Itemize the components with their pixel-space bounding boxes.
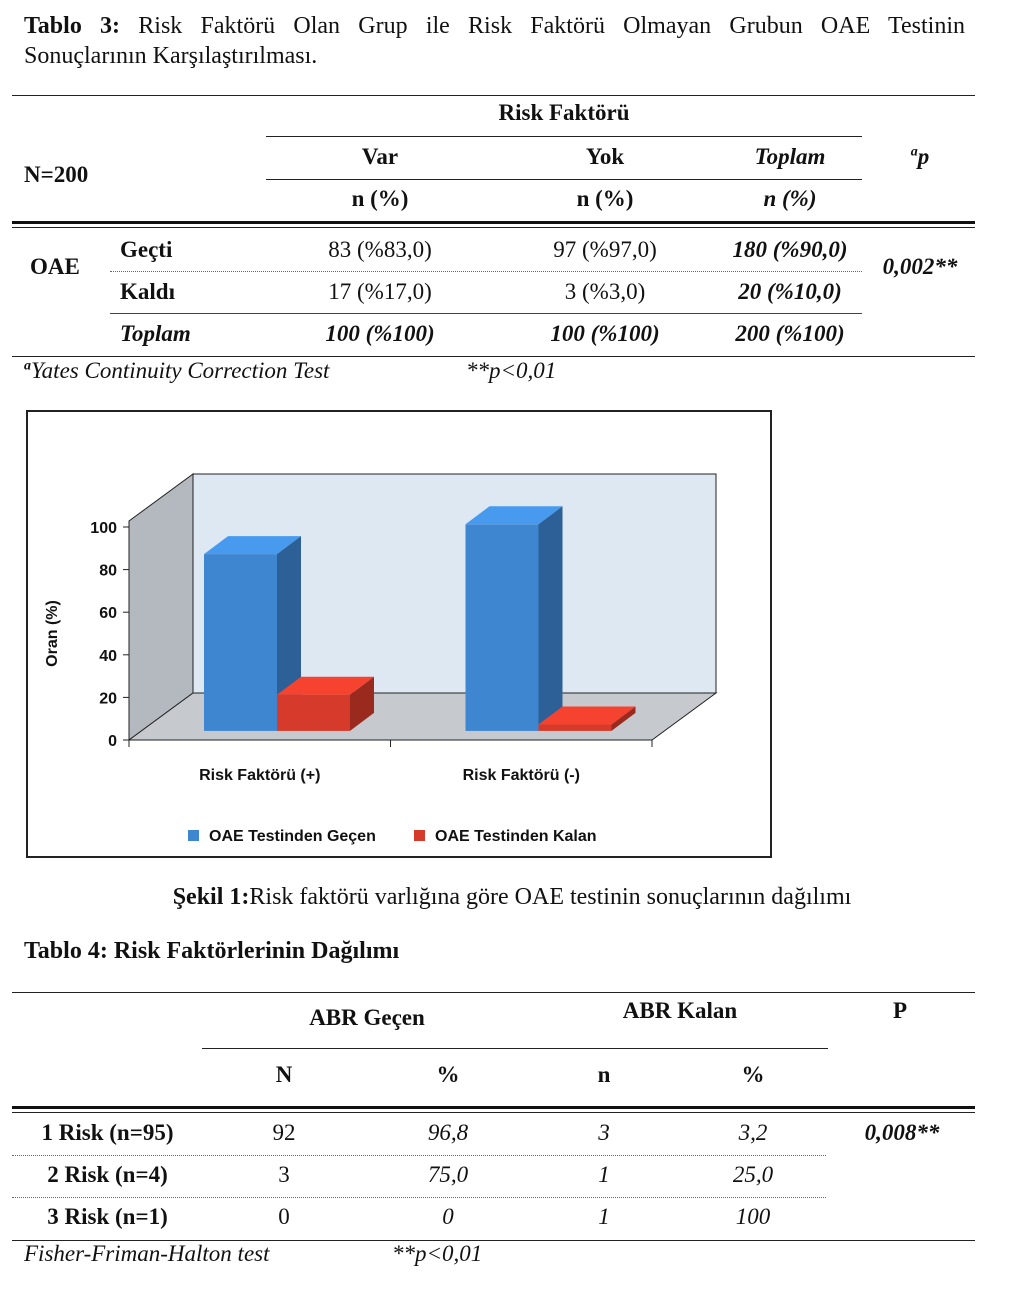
table3-header-rule-1 — [12, 221, 975, 224]
table4-footnote-sig: **p<0,01 — [392, 1241, 483, 1266]
table3-row1-dotted — [110, 271, 862, 272]
table3-row2-label: Kaldı — [120, 279, 175, 304]
table3-p-header-text: p — [917, 144, 930, 169]
table3-row3-yok: 100 (%100) — [550, 321, 660, 346]
table3-p-value: 0,002** — [882, 254, 958, 279]
chart-legend-label: OAE Testinden Geçen — [209, 828, 376, 845]
table3-sub-yok: n (%) — [576, 186, 634, 211]
table3-col-rule — [266, 179, 862, 180]
chart-category-label: Risk Faktörü (-) — [462, 767, 580, 784]
table3-col-toplam: Toplam — [754, 144, 826, 169]
table3-footnote-test: Yates Continuity Correction Test — [31, 358, 330, 383]
table4-p-value: 0,008** — [864, 1120, 940, 1145]
figure-caption-text: Risk faktörü varlığına göre OAE testinin sonuçlarının dağılımı — [249, 884, 852, 910]
chart-bar-1-0 — [466, 506, 563, 731]
table4-footnote-test: Fisher-Friman-Halton test — [24, 1241, 270, 1266]
table3-row2-toplam: 20 (%10,0) — [738, 279, 842, 304]
table4-row1-gecen-pct: 96,8 — [427, 1120, 469, 1145]
table3-p-header — [880, 144, 960, 170]
table3-bottom-rule — [12, 356, 975, 357]
table4-group-kalan: ABR Kalan — [622, 998, 738, 1023]
chart-bar-front — [204, 554, 277, 731]
chart-category-label: Risk Faktörü (+) — [199, 767, 321, 784]
table3-footnote-sig: **p<0,01 — [466, 358, 557, 383]
table4-sub-kalan-pct: % — [741, 1062, 765, 1087]
table4-p-header: P — [892, 998, 908, 1023]
table4-row3-label: 3 Risk (n=1) — [47, 1204, 168, 1229]
table3-row3-var: 100 (%100) — [325, 321, 435, 346]
table3-row2-rule — [110, 313, 862, 314]
table3-row3-label: Toplam — [120, 321, 191, 346]
table4-row3-gecen-pct: 0 — [442, 1204, 454, 1229]
chart-y-tick-label: 80 — [99, 562, 117, 580]
chart-bar-front — [466, 524, 539, 731]
table4-row2-dotted — [12, 1197, 826, 1198]
table3-row1-var: 83 (%83,0) — [328, 237, 432, 262]
table4-header-rule-2 — [12, 1112, 975, 1113]
table3-title-text: Risk Faktörü Olan Grup ile Risk Faktörü Olmayan Grubun OAE Testinin — [138, 13, 966, 39]
table3-row1-label: Geçti — [120, 237, 173, 262]
table4-row2-label: 2 Risk (n=4) — [47, 1162, 168, 1187]
table3-row2-var: 17 (%17,0) — [328, 279, 432, 304]
table3-footnote — [24, 358, 329, 384]
table4-row3-gecen-n: 0 — [278, 1204, 290, 1229]
table4-row2-gecen-n: 3 — [278, 1162, 290, 1187]
table3-top-rule — [12, 95, 975, 96]
chart-y-tick-label: 20 — [99, 690, 117, 708]
table3-col-var: Var — [361, 144, 399, 169]
chart-y-tick-label: 40 — [99, 647, 117, 665]
table3-title-label: Tablo 3: — [24, 13, 121, 39]
table4-group-gecen: ABR Geçen — [309, 1005, 425, 1030]
table4-row2-gecen-pct: 75,0 — [427, 1162, 469, 1187]
table4-row1-dotted — [12, 1155, 826, 1156]
table4-group-rule — [202, 1048, 828, 1049]
table4-row1-kalan-n: 3 — [598, 1120, 610, 1145]
table4-row1-gecen-n: 92 — [272, 1120, 296, 1145]
chart-y-axis-label: Oran (%) — [44, 600, 61, 667]
table4-row2-kalan-n: 1 — [598, 1162, 610, 1187]
table4-sub-kalan-n: n — [597, 1062, 611, 1087]
table3-row3-toplam: 200 (%100) — [735, 321, 845, 346]
table3-p-header-sup: a — [910, 144, 918, 160]
table3-title — [24, 10, 965, 42]
chart-legend-label: OAE Testinden Kalan — [435, 828, 597, 845]
table3-sub-var: n (%) — [351, 186, 409, 211]
chart-frame — [26, 410, 772, 858]
table3-header-rule-2 — [12, 227, 975, 228]
table3-group-rule — [266, 136, 862, 137]
table4-row3-kalan-n: 1 — [598, 1204, 610, 1229]
table4-sub-gecen-pct: % — [436, 1062, 460, 1087]
table4-top-rule — [12, 992, 975, 993]
chart-bar-side — [539, 506, 563, 731]
table3-n-label: N=200 — [24, 162, 89, 187]
chart-legend-swatch — [414, 830, 425, 841]
table3-group-header: Risk Faktörü — [498, 100, 630, 125]
table3-sub-toplam: n (%) — [763, 186, 817, 211]
table3-row-group: OAE — [30, 254, 80, 279]
table4-title: Tablo 4: Risk Faktörlerinin Dağılımı — [24, 938, 400, 964]
table3-col-yok: Yok — [585, 144, 625, 169]
table4-sub-gecen-n: N — [275, 1062, 293, 1087]
figure-caption-label: Şekil 1: — [172, 884, 250, 910]
figure-caption — [0, 884, 1024, 911]
table4-row2-kalan-pct: 25,0 — [732, 1162, 774, 1187]
chart-bar-0-1 — [277, 677, 374, 731]
table4-header-rule-1 — [12, 1106, 975, 1109]
table3-title-line2: Sonuçlarının Karşılaştırılması. — [24, 43, 318, 69]
table3-footnote-sup: a — [24, 358, 31, 374]
chart-legend-swatch — [188, 830, 199, 841]
chart-y-tick-label: 60 — [99, 605, 117, 623]
chart-bar-front — [277, 695, 350, 731]
chart-bar-front — [539, 725, 612, 731]
table3-row1-yok: 97 (%97,0) — [553, 237, 657, 262]
chart-y-tick-label: 0 — [108, 733, 117, 750]
table4-row1-kalan-pct: 3,2 — [738, 1120, 768, 1145]
table3-row2-yok: 3 (%3,0) — [564, 279, 646, 304]
table4-row3-kalan-pct: 100 — [735, 1204, 771, 1229]
table3-row1-toplam: 180 (%90,0) — [732, 237, 848, 262]
chart-y-tick-label: 100 — [90, 520, 117, 537]
table4-row1-label: 1 Risk (n=95) — [41, 1120, 174, 1145]
chart-svg — [28, 412, 770, 856]
